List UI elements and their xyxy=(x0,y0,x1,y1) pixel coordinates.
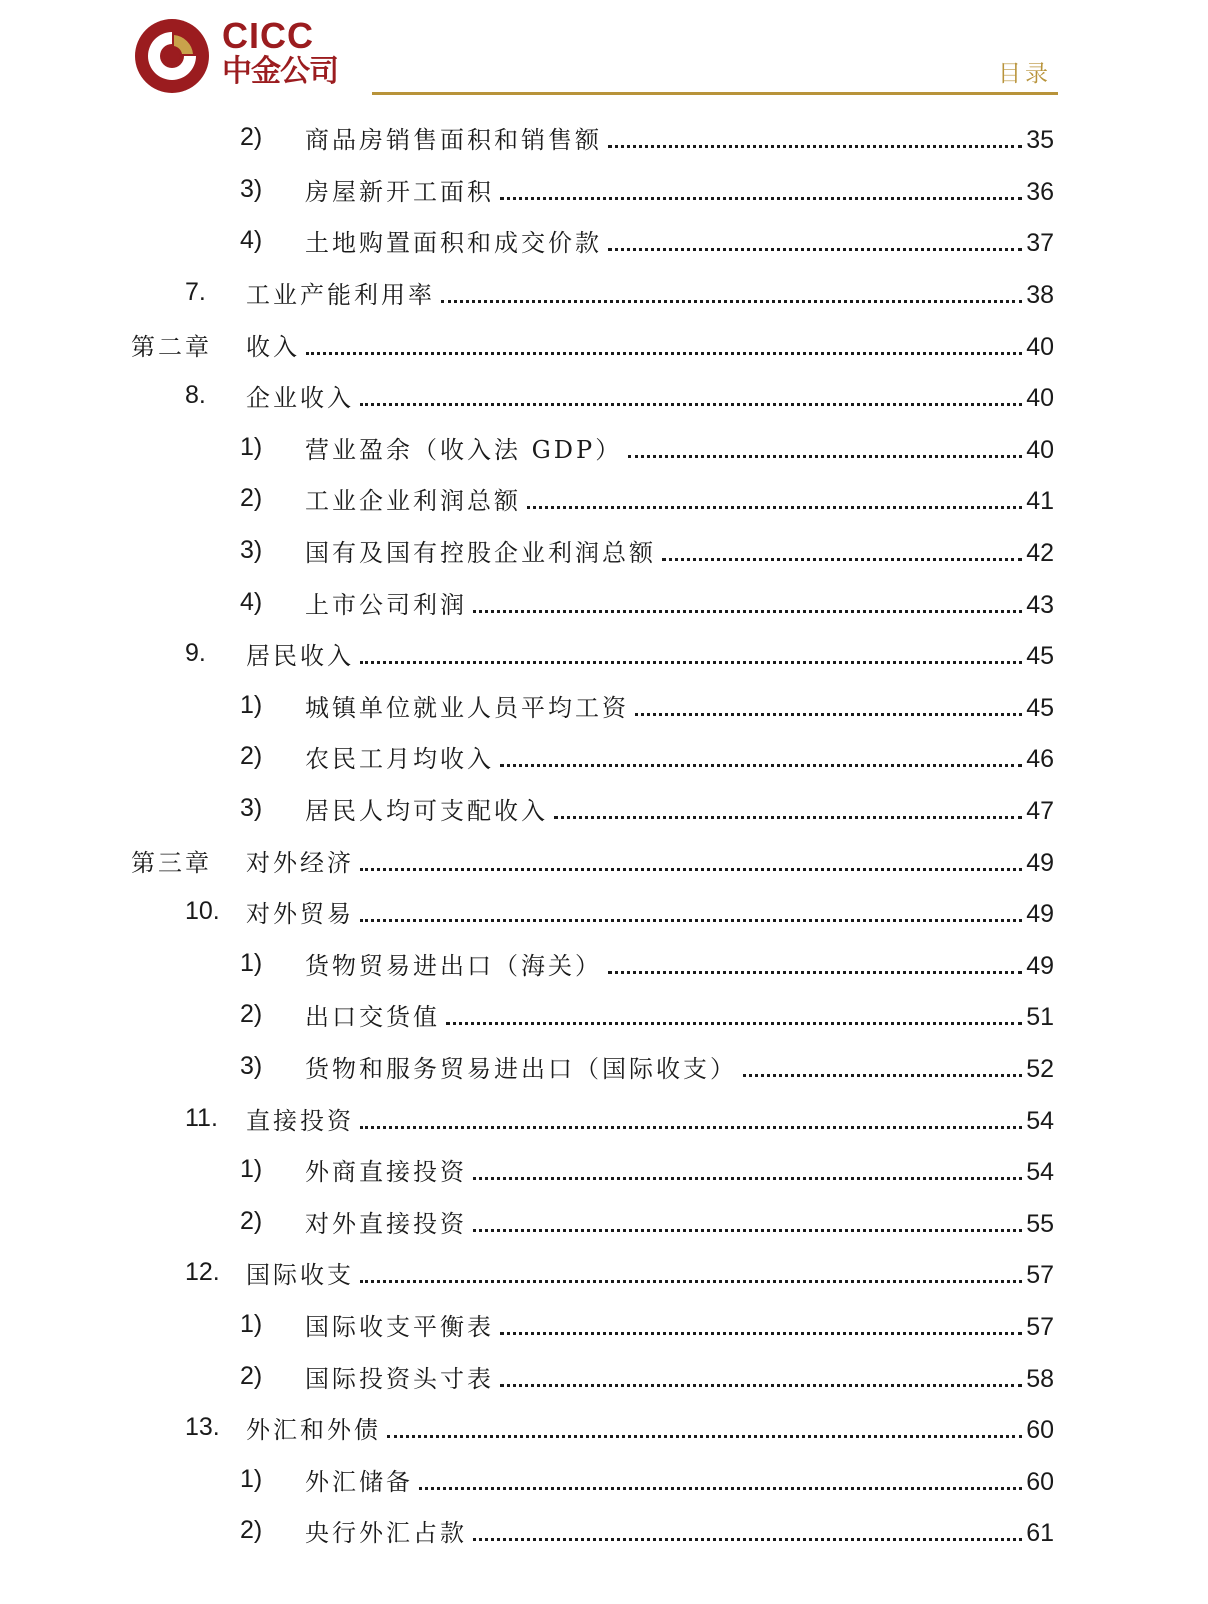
toc-entry[interactable] xyxy=(0,267,1208,319)
toc-entry-number: 8. xyxy=(185,381,206,410)
toc-entry-page[interactable]: 41 xyxy=(1026,487,1054,516)
toc-entry-page[interactable]: 55 xyxy=(1026,1209,1054,1238)
logo-text-cn: 中金公司 xyxy=(222,54,338,89)
toc-entry-number: 第二章 xyxy=(131,332,212,361)
toc-entry-title[interactable]: 对外经济 xyxy=(246,848,354,877)
toc-entry-number: 第三章 xyxy=(131,848,212,877)
toc-entry-number: 1) xyxy=(240,1464,263,1493)
toc-entry-title[interactable]: 农民工月均收入 xyxy=(305,745,494,774)
toc-entry-title[interactable]: 外汇储备 xyxy=(305,1467,413,1496)
toc-entry-title[interactable]: 居民收入 xyxy=(246,642,354,671)
toc-entry-number: 9. xyxy=(185,639,206,668)
toc-entry-number: 12. xyxy=(185,1258,220,1287)
toc-entry[interactable] xyxy=(0,1092,1208,1144)
toc-entry-page[interactable]: 43 xyxy=(1026,590,1054,619)
toc-entry-body xyxy=(246,275,1054,310)
toc-dot-leader xyxy=(360,1279,1022,1283)
toc-entry-number: 1) xyxy=(240,690,263,719)
toc-entry-body xyxy=(305,533,1054,568)
toc-dot-leader xyxy=(473,609,1022,613)
toc-dot-leader xyxy=(500,1331,1022,1335)
toc-entry[interactable] xyxy=(0,1195,1208,1247)
toc-entry[interactable] xyxy=(0,628,1208,680)
toc-entry-body xyxy=(305,1359,1054,1394)
toc-entry-number: 7. xyxy=(185,278,206,307)
toc-dot-leader xyxy=(628,454,1022,458)
toc-entry[interactable] xyxy=(0,112,1208,164)
toc-entry-number: 2) xyxy=(240,1516,263,1545)
toc-entry-number: 1) xyxy=(240,948,263,977)
toc-entry-number: 4) xyxy=(240,226,263,255)
toc-entry-body xyxy=(305,688,1054,723)
toc-entry[interactable] xyxy=(0,1041,1208,1093)
toc-entry-number: 1) xyxy=(240,1155,263,1184)
toc-entry-number: 2) xyxy=(240,484,263,513)
toc-entry-number: 2) xyxy=(240,123,263,152)
toc-entry-page[interactable]: 37 xyxy=(1026,229,1054,258)
toc-entry-body xyxy=(305,739,1054,774)
toc-dot-leader xyxy=(360,402,1022,406)
toc-entry-title[interactable]: 货物和服务贸易进出口（国际收支） xyxy=(305,1054,737,1083)
toc-dot-leader xyxy=(387,1434,1022,1438)
toc-entry[interactable] xyxy=(0,164,1208,216)
toc-entry-number: 3) xyxy=(240,536,263,565)
toc-entry-body xyxy=(305,172,1054,207)
toc-entry[interactable] xyxy=(0,473,1208,525)
toc-dot-leader xyxy=(608,144,1022,148)
toc-entry-title[interactable]: 对外直接投资 xyxy=(305,1209,467,1238)
toc-dot-leader xyxy=(527,505,1022,509)
toc-entry-title[interactable]: 土地购置面积和成交价款 xyxy=(305,229,602,258)
page-header xyxy=(0,0,1208,110)
toc-entry-title[interactable]: 工业企业利润总额 xyxy=(305,487,521,516)
toc-entry-title[interactable]: 央行外汇占款 xyxy=(305,1519,467,1548)
toc-entry-title[interactable]: 货物贸易进出口（海关） xyxy=(305,951,602,980)
toc-entry-title[interactable]: 企业收入 xyxy=(246,384,354,413)
toc-dot-leader xyxy=(360,660,1022,664)
toc-entry-title[interactable]: 对外贸易 xyxy=(246,900,354,929)
toc-entry-body xyxy=(305,791,1054,826)
toc-entry-page[interactable]: 40 xyxy=(1026,435,1054,464)
toc-entry-page[interactable]: 51 xyxy=(1026,1003,1054,1032)
toc-entry[interactable] xyxy=(0,1247,1208,1299)
toc-dot-leader xyxy=(743,1073,1022,1077)
toc-entry-page[interactable]: 61 xyxy=(1026,1519,1054,1548)
toc-entry-body xyxy=(246,327,1054,362)
toc-dot-leader xyxy=(500,763,1022,767)
toc-dot-leader xyxy=(635,712,1022,716)
toc-entry-number: 1) xyxy=(240,432,263,461)
toc-entry-body xyxy=(305,1462,1054,1497)
toc-entry[interactable] xyxy=(0,215,1208,267)
toc-entry[interactable] xyxy=(0,422,1208,474)
toc-entry-body xyxy=(305,481,1054,516)
toc-dot-leader xyxy=(662,557,1022,561)
toc-dot-leader xyxy=(473,1176,1022,1180)
toc-entry[interactable] xyxy=(0,1402,1208,1454)
toc-entry-title[interactable]: 国际投资头寸表 xyxy=(305,1364,494,1393)
cicc-logo-icon xyxy=(134,18,210,94)
toc-entry-page[interactable]: 49 xyxy=(1026,951,1054,980)
toc-dot-leader xyxy=(441,299,1022,303)
toc-entry-page[interactable]: 58 xyxy=(1026,1364,1054,1393)
toc-entry-number: 2) xyxy=(240,742,263,771)
toc-entry-page[interactable]: 57 xyxy=(1026,1312,1054,1341)
toc-entry-title[interactable]: 国际收支平衡表 xyxy=(305,1312,494,1341)
toc-entry-title[interactable]: 商品房销售面积和销售额 xyxy=(305,126,602,155)
toc-entry-page[interactable]: 45 xyxy=(1026,693,1054,722)
toc-entry-number: 3) xyxy=(240,174,263,203)
toc-entry-number: 1) xyxy=(240,1309,263,1338)
toc-entry-title[interactable]: 营业盈余（收入法 GDP） xyxy=(305,435,623,464)
toc-entry[interactable] xyxy=(0,576,1208,628)
toc-entry-title[interactable]: 国有及国有控股企业利润总额 xyxy=(305,539,656,568)
toc-entry[interactable] xyxy=(0,1144,1208,1196)
toc-entry-page[interactable]: 60 xyxy=(1026,1416,1054,1445)
toc-entry-body xyxy=(305,1152,1054,1187)
toc-entry-title[interactable]: 外汇和外债 xyxy=(246,1416,381,1445)
toc-entry-page[interactable]: 36 xyxy=(1026,177,1054,206)
toc-entry[interactable] xyxy=(0,1505,1208,1557)
toc-entry-page[interactable]: 57 xyxy=(1026,1261,1054,1290)
toc-entry-title[interactable]: 直接投资 xyxy=(246,1106,354,1135)
toc-entry[interactable] xyxy=(0,1453,1208,1505)
toc-entry[interactable] xyxy=(0,731,1208,783)
toc-entry-number: 11. xyxy=(185,1103,218,1132)
toc-entry-number: 3) xyxy=(240,1051,263,1080)
toc-entry[interactable] xyxy=(0,318,1208,370)
toc-entry-title[interactable]: 城镇单位就业人员平均工资 xyxy=(305,693,629,722)
toc-entry-body xyxy=(305,946,1054,981)
toc-entry-title[interactable]: 国际收支 xyxy=(246,1261,354,1290)
toc-dot-leader xyxy=(608,247,1022,251)
toc-entry-page[interactable]: 49 xyxy=(1026,900,1054,929)
header-divider xyxy=(372,92,1058,95)
table-of-contents xyxy=(0,112,1208,1557)
toc-entry-page[interactable]: 54 xyxy=(1026,1106,1054,1135)
toc-dot-leader xyxy=(473,1537,1022,1541)
toc-dot-leader xyxy=(500,1383,1022,1387)
toc-entry-body xyxy=(246,894,1054,929)
toc-entry-page[interactable]: 40 xyxy=(1026,332,1054,361)
toc-entry-page[interactable]: 54 xyxy=(1026,1158,1054,1187)
toc-entry[interactable] xyxy=(0,886,1208,938)
toc-entry-page[interactable]: 46 xyxy=(1026,745,1054,774)
toc-dot-leader xyxy=(554,815,1022,819)
toc-dot-leader xyxy=(608,970,1022,974)
toc-entry-body xyxy=(305,1513,1054,1548)
toc-dot-leader xyxy=(360,867,1022,871)
toc-entry-page[interactable]: 45 xyxy=(1026,642,1054,671)
toc-entry-title[interactable]: 工业产能利用率 xyxy=(246,281,435,310)
toc-entry[interactable] xyxy=(0,783,1208,835)
toc-entry-page[interactable]: 38 xyxy=(1026,281,1054,310)
toc-entry-number: 2) xyxy=(240,1000,263,1029)
toc-dot-leader xyxy=(306,351,1022,355)
toc-entry-body xyxy=(305,997,1054,1032)
toc-entry-number: 2) xyxy=(240,1206,263,1235)
toc-entry-number: 13. xyxy=(185,1413,220,1442)
toc-entry-body xyxy=(305,223,1054,258)
toc-entry-body xyxy=(305,120,1054,155)
toc-entry-page[interactable]: 35 xyxy=(1026,126,1054,155)
toc-entry[interactable] xyxy=(0,938,1208,990)
toc-entry-body xyxy=(305,585,1054,620)
toc-entry-number: 2) xyxy=(240,1361,263,1390)
toc-entry-number: 4) xyxy=(240,587,263,616)
toc-entry-body xyxy=(246,1101,1054,1136)
toc-entry-body xyxy=(246,378,1054,413)
toc-entry-page[interactable]: 42 xyxy=(1026,539,1054,568)
toc-entry-number: 10. xyxy=(185,897,220,926)
toc-entry-title[interactable]: 外商直接投资 xyxy=(305,1158,467,1187)
toc-entry-page[interactable]: 40 xyxy=(1026,384,1054,413)
toc-entry-body xyxy=(246,636,1054,671)
toc-entry[interactable] xyxy=(0,834,1208,886)
toc-dot-leader xyxy=(473,1228,1022,1232)
toc-entry-body xyxy=(246,843,1054,878)
toc-dot-leader xyxy=(446,1021,1022,1025)
header-title: 目录 xyxy=(998,61,1052,87)
toc-entry[interactable] xyxy=(0,525,1208,577)
toc-dot-leader xyxy=(360,1125,1022,1129)
toc-entry-title[interactable]: 出口交货值 xyxy=(305,1003,440,1032)
toc-entry[interactable] xyxy=(0,989,1208,1041)
toc-entry-body xyxy=(305,1307,1054,1342)
toc-entry-number: 3) xyxy=(240,794,263,823)
toc-dot-leader xyxy=(500,196,1022,200)
logo-text-en: CICC xyxy=(222,15,314,56)
toc-entry-title[interactable]: 收入 xyxy=(246,332,300,361)
toc-entry-title[interactable]: 居民人均可支配收入 xyxy=(305,797,548,826)
toc-entry-body xyxy=(246,1410,1054,1445)
toc-entry-page[interactable]: 47 xyxy=(1026,797,1054,826)
toc-dot-leader xyxy=(419,1486,1022,1490)
toc-entry-page[interactable]: 49 xyxy=(1026,848,1054,877)
toc-entry-body xyxy=(305,430,1054,465)
toc-entry-title[interactable]: 上市公司利润 xyxy=(305,590,467,619)
toc-entry[interactable] xyxy=(0,370,1208,422)
toc-entry-body xyxy=(246,1255,1054,1290)
toc-entry[interactable] xyxy=(0,680,1208,732)
toc-entry[interactable] xyxy=(0,1299,1208,1351)
toc-entry-body xyxy=(305,1049,1054,1084)
toc-entry[interactable] xyxy=(0,1350,1208,1402)
toc-entry-page[interactable]: 60 xyxy=(1026,1467,1054,1496)
toc-entry-body xyxy=(305,1204,1054,1239)
toc-entry-page[interactable]: 52 xyxy=(1026,1054,1054,1083)
toc-entry-title[interactable]: 房屋新开工面积 xyxy=(305,177,494,206)
toc-dot-leader xyxy=(360,918,1022,922)
